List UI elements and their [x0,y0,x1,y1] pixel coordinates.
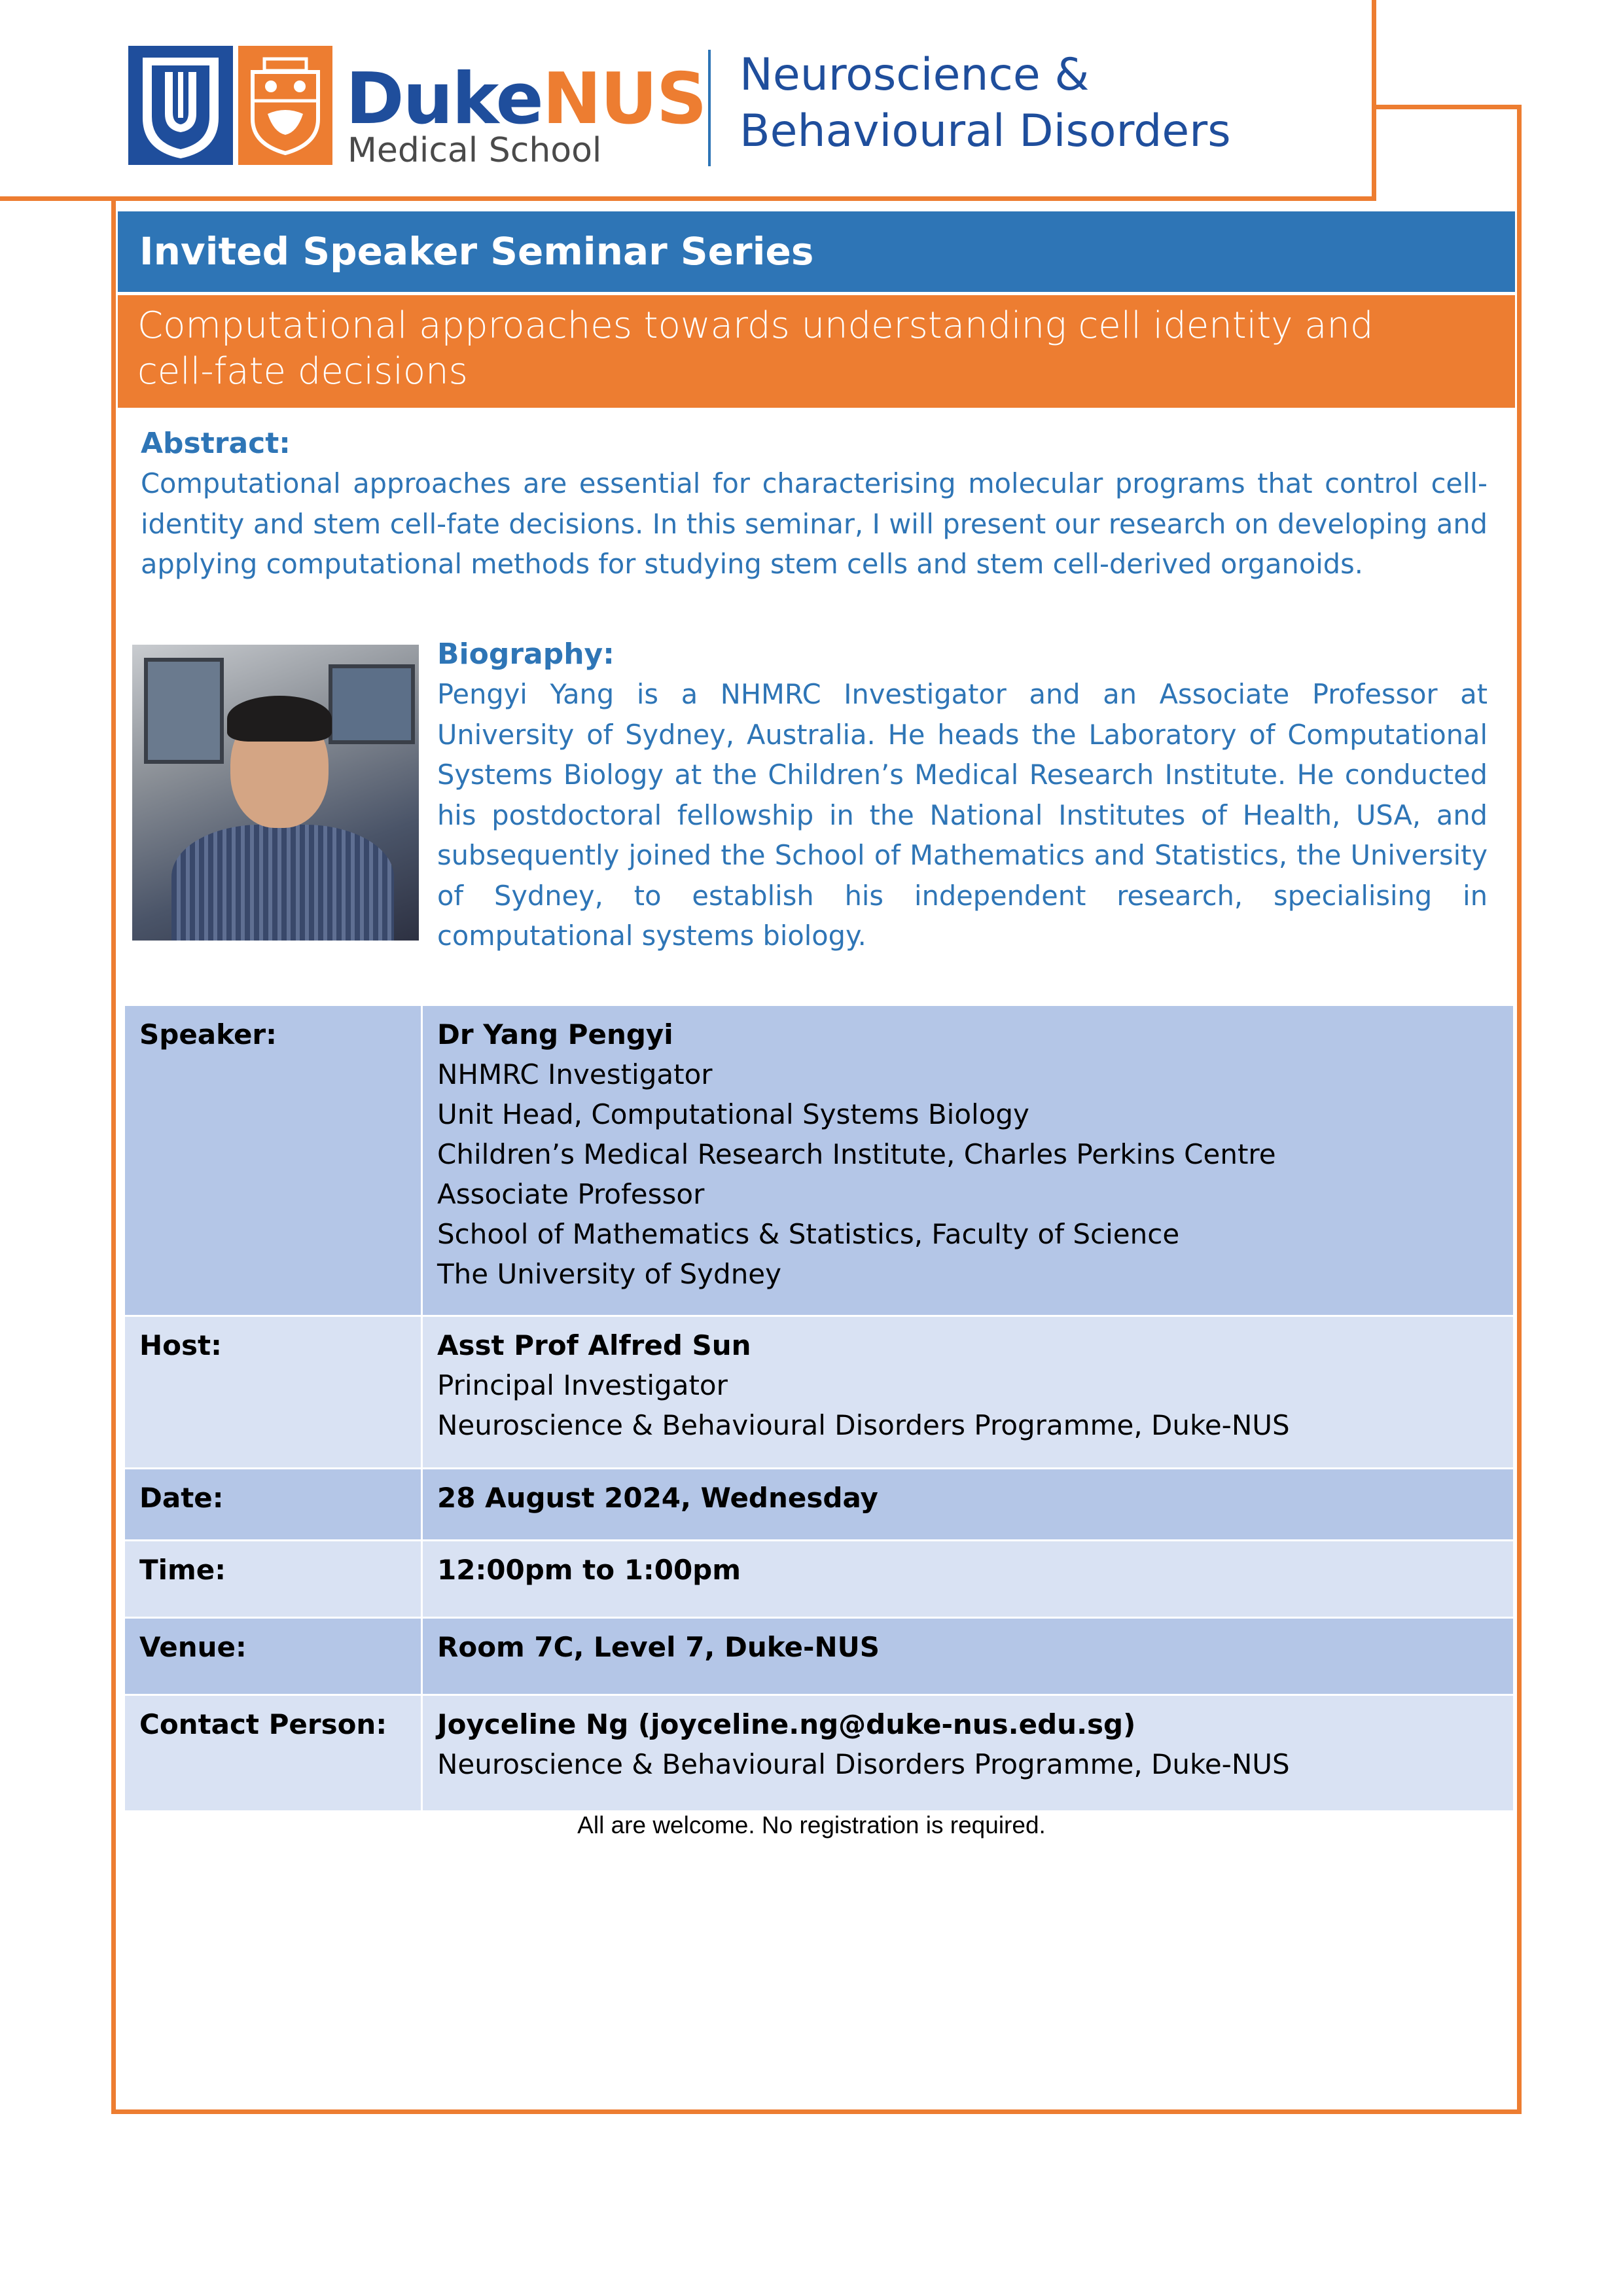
speaker-photo [132,645,419,941]
speaker-line: Children’s Medical Research Institute, Charles Perkins Centre [437,1138,1276,1170]
speaker-line: School of Mathematics & Statistics, Faculty of Science [437,1218,1180,1250]
host-row [124,1316,1514,1469]
contact-row [124,1695,1514,1812]
speaker-details [422,1005,1514,1316]
abstract-text: Computational approaches are essential for characterising molecular programs that control cell-identity and stem cell-fate decisions. In this seminar, I will present our research on developing and applying computational methods for studying stem cells and stem cell-derived organoids. [141,467,1488,580]
host-name: Asst Prof Alfred Sun [437,1329,751,1361]
date-label: Date: [124,1469,422,1541]
nus-crest-icon [238,46,332,165]
talk-title-banner [118,295,1515,408]
contact-label: Contact Person: [124,1695,422,1812]
logo-subtitle: Medical School [348,131,602,170]
speaker-label: Speaker: [124,1005,422,1316]
host-line: Principal Investigator [437,1369,728,1401]
time-label: Time: [124,1541,422,1618]
talk-title-line1: Computational approaches towards understanding cell identity and [137,304,1374,347]
venue-row [124,1618,1514,1695]
contact-line: Neuroscience & Behavioural Disorders Programme, Duke-NUS [437,1748,1290,1780]
speaker-line: The University of Sydney [437,1258,782,1290]
department-name: Neuroscience & Behavioural Disorders [740,49,1231,157]
logo-wordmark: DukeNUS [346,58,706,140]
duke-shield-icon [128,46,233,165]
date-row [124,1469,1514,1541]
speaker-line: Unit Head, Computational Systems Biology [437,1098,1029,1130]
footer-note: All are welcome. No registration is required. [577,1812,1046,1839]
talk-title-line2: cell-fate decisions [137,350,468,393]
speaker-name: Dr Yang Pengyi [437,1018,673,1050]
time-value: 12:00pm to 1:00pm [422,1541,1514,1618]
speaker-line: Associate Professor [437,1178,705,1210]
contact-name: Joyceline Ng (joyceline.ng@duke-nus.edu.sg) [437,1708,1136,1740]
host-details [422,1316,1514,1469]
biography-heading: Biography: [437,637,615,671]
venue-value: Room 7C, Level 7, Duke-NUS [422,1618,1514,1695]
biography-text: Pengyi Yang is a NHMRC Investigator and an Associate Professor at University of Sydney, Australia. He heads the Laboratory of Computational Systems Biology at the Children’s Medical Research Institute. He conducted his postdoctoral fellowship in the National Institutes of Health, USA, and subsequently joined the School of Mathematics and Statistics, the University of Sydney, to establish his independent research, specialising in computational systems biology. [437,678,1488,952]
logo-divider [708,50,711,166]
venue-label: Venue: [124,1618,422,1695]
host-line: Neuroscience & Behavioural Disorders Programme, Duke-NUS [437,1409,1290,1441]
seminar-details-table [123,1004,1515,1812]
speaker-row [124,1005,1514,1316]
time-row [124,1541,1514,1618]
speaker-line: NHMRC Investigator [437,1058,713,1090]
date-value: 28 August 2024, Wednesday [422,1469,1514,1541]
contact-details [422,1695,1514,1812]
series-title-banner: Invited Speaker Seminar Series [118,211,1515,292]
host-label: Host: [124,1316,422,1469]
abstract-heading: Abstract: [141,427,291,460]
